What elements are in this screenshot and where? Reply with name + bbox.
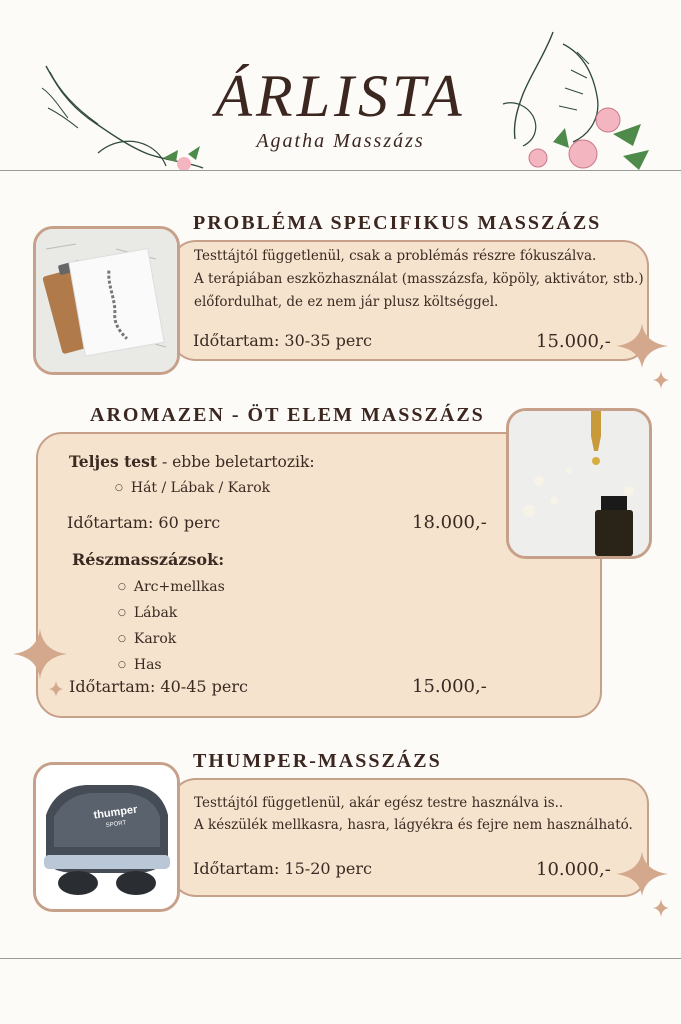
section-line-2: A terápiában eszközhasználat (masszázsfa, köpöly, aktivátor, stb.) (194, 271, 644, 287)
section-line-2: A készülék mellkasra, hasra, lágyékra és fejre nem használható. (194, 817, 633, 833)
price-label: 15.000,- (536, 331, 611, 352)
section-heading-thumper: THUMPER-MASSZÁZS (193, 750, 442, 772)
thumper-image (33, 762, 180, 912)
full-body-rest: - ebbe beletartozik: (157, 453, 315, 471)
list-item: ○ Karok (118, 626, 225, 652)
clipboard-image (33, 226, 180, 375)
list-item: ○ Lábak (118, 600, 225, 626)
thumper-device-sublabel: SPORT (105, 820, 127, 829)
page-title: ÁRLISTA (215, 63, 466, 129)
price-label: 10.000,- (536, 859, 611, 880)
full-body-bold: Teljes test (69, 452, 158, 471)
bottom-divider (0, 958, 681, 959)
section-heading-problema: PROBLÉMA SPECIFIKUS MASSZÁZS (193, 212, 602, 234)
duration-label: Időtartam: 60 perc (67, 513, 221, 532)
top-divider (0, 170, 681, 171)
duration-label: Időtartam: 30-35 perc (193, 331, 372, 350)
full-body-list (115, 475, 270, 501)
sparkle-icon (48, 680, 64, 698)
section-line-1: Testtájtól függetlenül, csak a problémás részre fókuszálva. (194, 248, 597, 264)
duration-label: Időtartam: 40-45 perc (69, 677, 248, 696)
sparkle-icon (612, 320, 672, 372)
duration-label: Időtartam: 15-20 perc (193, 859, 372, 878)
sparkle-icon (10, 626, 70, 682)
oil-dropper-image (506, 408, 652, 559)
partial-title: Részmasszázsok: (72, 550, 225, 569)
partial-list (118, 574, 225, 678)
full-body-line (69, 452, 315, 471)
sparkle-icon (652, 370, 670, 390)
section-heading-aromazen: AROMAZEN - ÖT ELEM MASSZÁZS (90, 404, 485, 426)
page-subtitle: Agatha Masszázs (256, 130, 425, 152)
thumper-device-label: thumper (92, 803, 139, 822)
sparkle-icon (652, 898, 670, 918)
price-label: 18.000,- (412, 512, 487, 533)
list-item: ○ Hát / Lábak / Karok (115, 475, 270, 501)
section-line-3: előfordulhat, de ez nem jár plusz költséggel. (194, 294, 499, 310)
list-item: ○ Has (118, 652, 225, 678)
section-line-1: Testtájtól függetlenül, akár egész testre használva is.. (194, 795, 564, 811)
list-item: ○ Arc+mellkas (118, 574, 225, 600)
price-label: 15.000,- (412, 676, 487, 697)
sparkle-icon (612, 848, 672, 900)
